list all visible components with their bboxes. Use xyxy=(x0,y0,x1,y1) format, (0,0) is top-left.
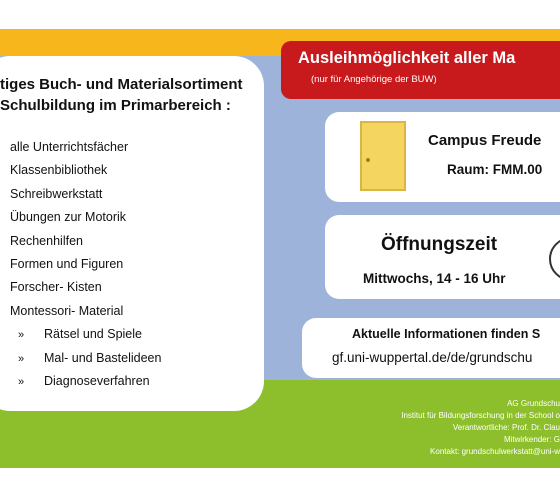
footer-line: Mitwirkender: G xyxy=(503,435,560,444)
sub-list-item xyxy=(10,370,161,393)
footer-credits xyxy=(300,398,560,458)
list-item: Übungen zur Motorik xyxy=(10,210,127,225)
sub-item-label: Mal- und Bastelideen xyxy=(44,350,162,365)
list-item: Forscher- Kisten xyxy=(10,280,102,295)
room-number: Raum: FMM.00 xyxy=(447,162,543,177)
list-item: Rechenhilfen xyxy=(10,233,83,248)
footer-line: Verantwortliche: Prof. Dr. Clau xyxy=(452,423,560,432)
list-item: Schreibwerkstatt xyxy=(10,186,103,201)
door-icon xyxy=(358,120,408,192)
footer-line: Institut für Bildungsforschung in der School o xyxy=(401,411,560,420)
info-box xyxy=(302,318,560,378)
heading-line-2: Schulbildung im Primarbereich : xyxy=(0,97,231,114)
location-box xyxy=(325,112,560,202)
sub-list-item xyxy=(10,347,161,370)
banner-title: Ausleihmöglichkeit aller Ma xyxy=(298,49,516,67)
hours-title: Öffnungszeit xyxy=(381,234,498,255)
list-item: Montessori- Material xyxy=(10,303,124,318)
sub-bullet: » xyxy=(18,352,25,365)
loan-banner xyxy=(281,41,560,99)
list-item: Klassenbibliothek xyxy=(10,163,108,178)
opening-hours-box xyxy=(325,215,560,299)
hours-time: Mittwochs, 14 - 16 Uhr xyxy=(363,271,506,286)
footer-line: Kontakt: grundschulwerkstatt@uni-w xyxy=(430,447,560,456)
info-url[interactable]: gf.uni-wuppertal.de/de/grundschu xyxy=(332,350,533,365)
campus-name: Campus Freude xyxy=(428,132,542,149)
sub-item-label: Diagnoseverfahren xyxy=(44,373,150,388)
footer-line: AG Grundschu xyxy=(507,399,560,408)
subject-list xyxy=(10,136,161,393)
info-title: Aktuelle Informationen finden S xyxy=(352,327,541,341)
materials-panel xyxy=(0,56,264,411)
materials-heading xyxy=(0,74,243,116)
sub-item-label: Rätsel und Spiele xyxy=(44,327,142,342)
sub-list-item xyxy=(10,323,161,346)
clock-icon xyxy=(549,237,560,281)
banner-subtitle: (nur für Angehörige der BUW) xyxy=(311,74,437,85)
sub-bullet: » xyxy=(18,375,25,388)
list-item: alle Unterrichtsfächer xyxy=(10,140,129,154)
list-item: Formen und Figuren xyxy=(10,256,124,271)
heading-line-1: tiges Buch- und Materialsortiment xyxy=(0,76,243,93)
sub-bullet: » xyxy=(18,329,25,342)
